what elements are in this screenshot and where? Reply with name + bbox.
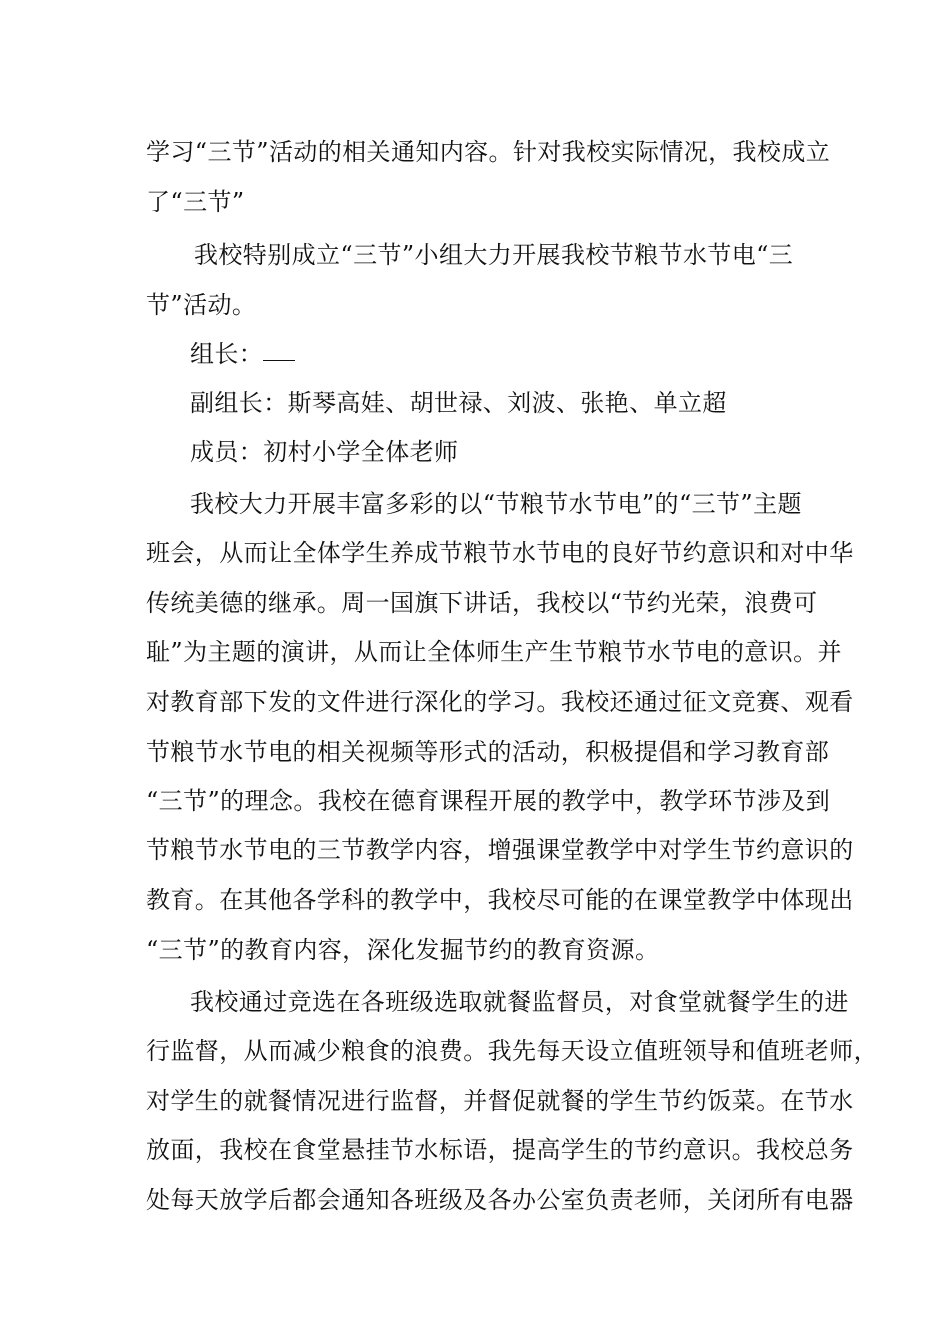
deputy-leaders-line: 副组长：斯琴高娃、胡世禄、刘波、张艳、单立超	[190, 389, 727, 417]
members-line: 成员：初村小学全体老师	[190, 438, 459, 466]
paragraph-6-line-9: 教育。在其他各学科的教学中，我校尽可能的在课堂教学中体现出	[146, 886, 854, 914]
paragraph-6-line-5: 对教育部下发的文件进行深化的学习。我校还通过征文竞赛、观看	[146, 688, 854, 716]
paragraph-7-line-3: 对学生的就餐情况进行监督，并督促就餐的学生节约饭菜。在节水	[146, 1087, 854, 1115]
paragraph-6-line-7: “三节”的理念。我校在德育课程开展的教学中，教学环节涉及到	[146, 787, 831, 815]
paragraph-6-line-6: 节粮节水节电的相关视频等形式的活动，积极提倡和学习教育部	[146, 738, 830, 766]
paragraph-1-line-1: 学习“三节”活动的相关通知内容。针对我校实际情况，我校成立	[146, 138, 831, 166]
leader-blank-line	[263, 338, 295, 361]
paragraph-6-line-2: 班会，从而让全体学生养成节粮节水节电的良好节约意识和对中华	[146, 539, 854, 567]
paragraph-7-line-2: 行监督，从而减少粮食的浪费。我先每天设立值班领导和值班老师，	[146, 1037, 878, 1065]
paragraph-1-line-2: 了“三节”	[146, 188, 245, 216]
paragraph-7-line-4: 放面，我校在食堂悬挂节水标语，提高学生的节约意识。我校总务	[146, 1136, 854, 1164]
paragraph-6-line-10: “三节”的教育内容，深化发掘节约的教育资源。	[146, 936, 660, 964]
paragraph-7-line-1: 我校通过竞选在各班级选取就餐监督员，对食堂就餐学生的进	[190, 988, 849, 1016]
paragraph-6-line-3: 传统美德的继承。周一国旗下讲话，我校以“节约光荣，浪费可	[146, 589, 818, 617]
paragraph-6-line-4: 耻”为主题的演讲，从而让全体师生产生节粮节水节电的意识。并	[146, 638, 842, 666]
paragraph-6-line-1: 我校大力开展丰富多彩的以“节粮节水节电”的“三节”主题	[190, 490, 802, 518]
paragraph-2-line-1: 我校特别成立“三节”小组大力开展我校节粮节水节电“三	[194, 241, 794, 269]
paragraph-6-line-8: 节粮节水节电的三节教学内容，增强课堂教学中对学生节约意识的	[146, 836, 854, 864]
paragraph-2-line-2: 节”活动。	[146, 291, 257, 319]
group-leader-label: 组长：	[190, 340, 264, 368]
group-leader-line	[190, 338, 860, 370]
paragraph-7-line-5: 处每天放学后都会通知各班级及各办公室负责老师，关闭所有电器	[146, 1186, 854, 1214]
